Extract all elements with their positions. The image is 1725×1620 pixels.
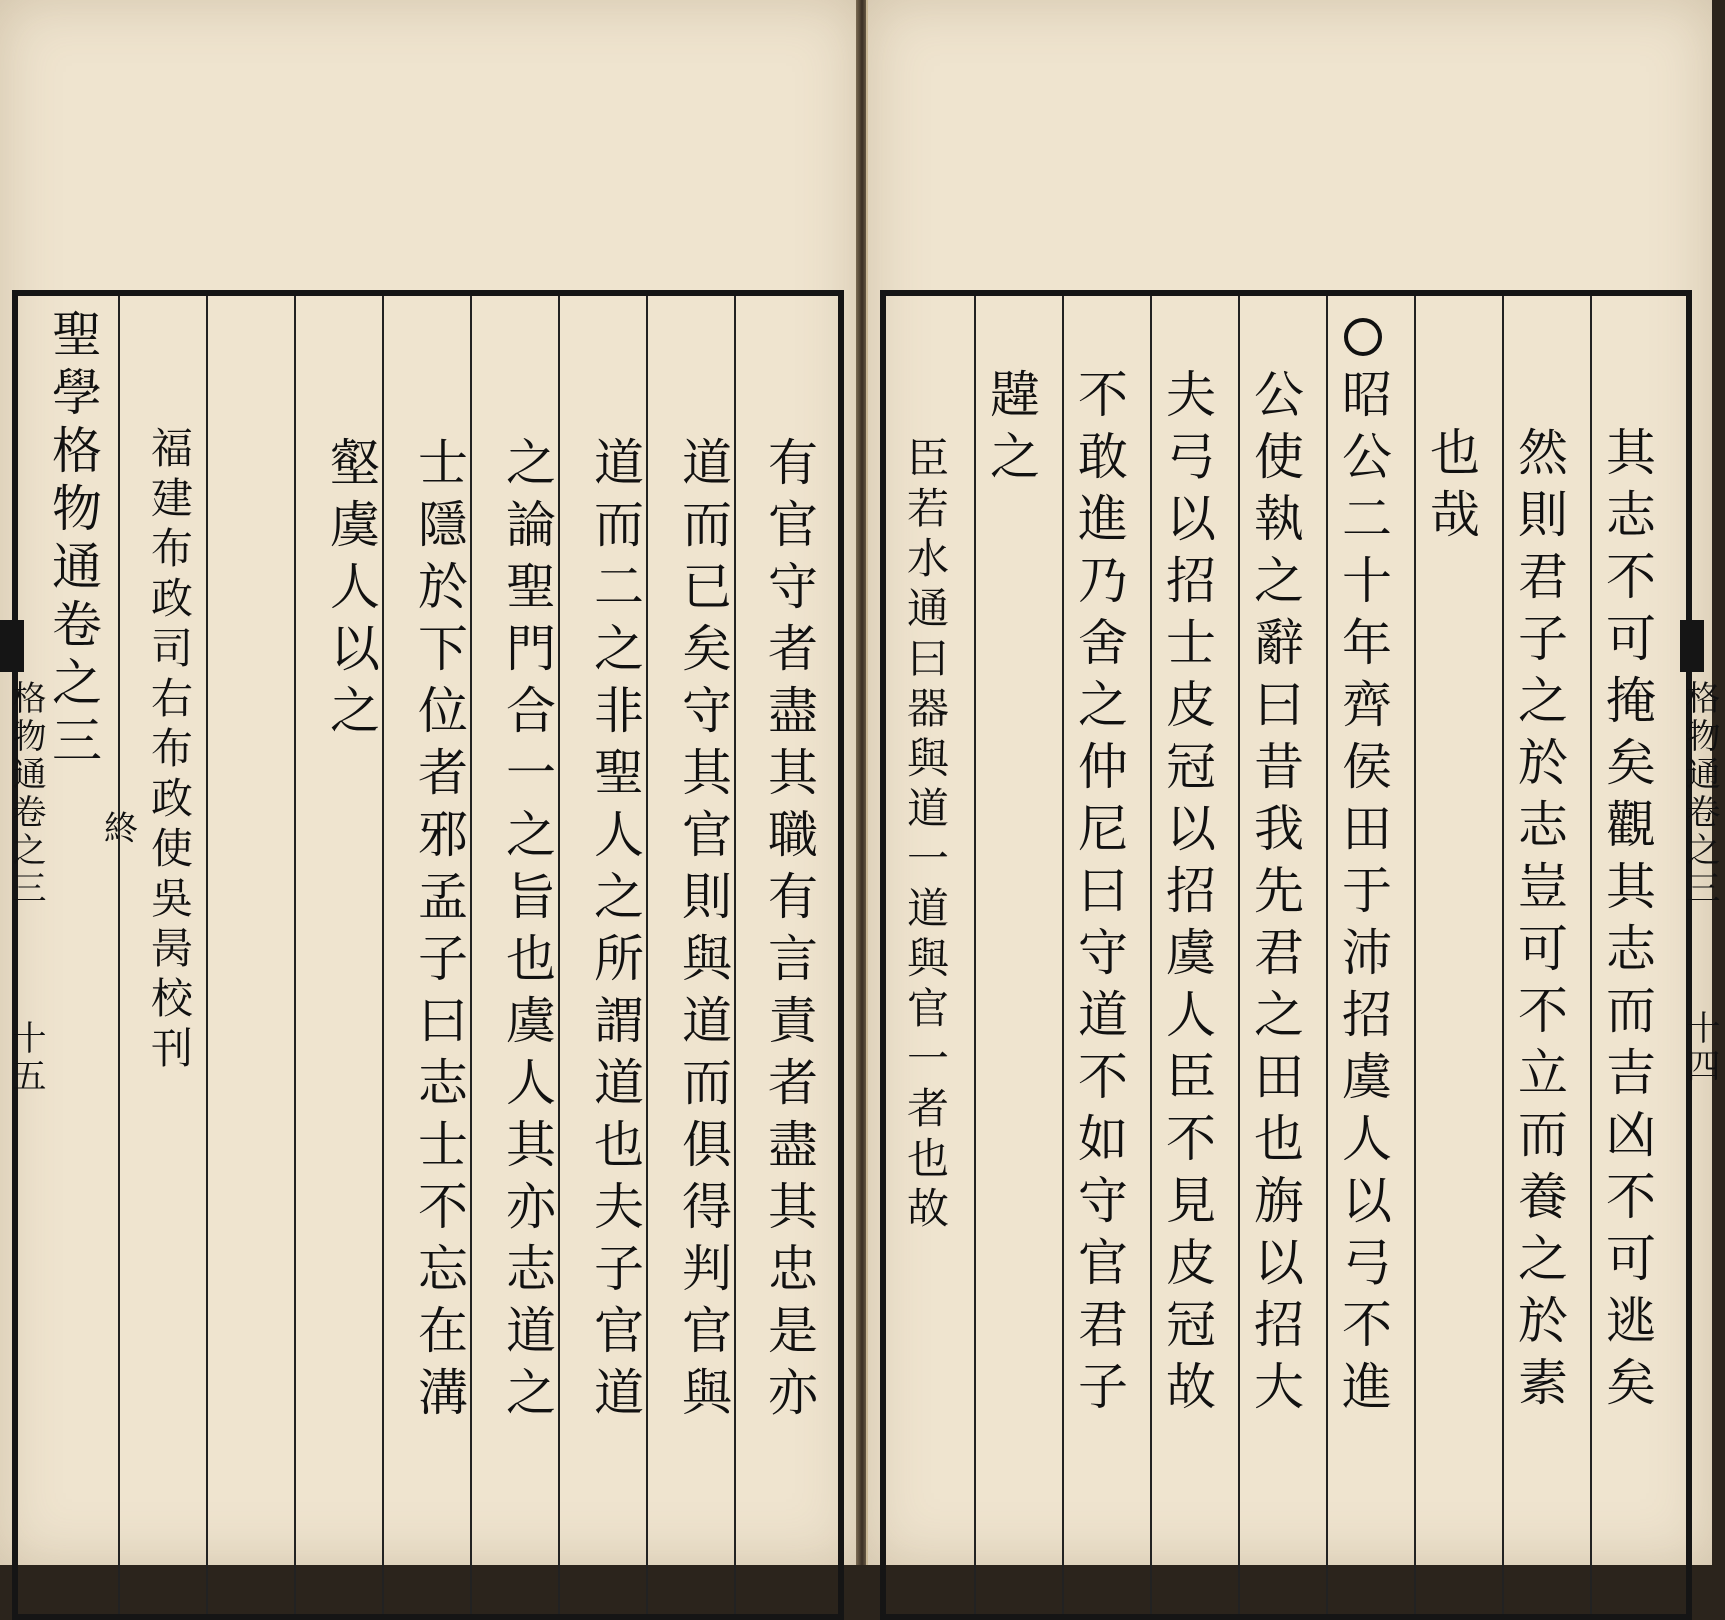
column-rule	[1062, 296, 1064, 1614]
column-rule	[294, 296, 296, 1614]
text-column: 韙之	[982, 368, 1040, 492]
margin-tab	[0, 620, 24, 672]
column-rule	[646, 296, 648, 1614]
margin-label: 格物通卷之三	[1680, 680, 1720, 908]
text-column: 有官守者盡其職有言責者盡其忠是亦	[760, 436, 818, 1428]
column-rule	[1590, 296, 1592, 1614]
folio-number: 十五	[6, 1020, 46, 1096]
column-rule	[1326, 296, 1328, 1614]
commentary-column: 臣若水通曰器與道一道與官一者也故	[901, 436, 950, 1236]
column-rule	[1150, 296, 1152, 1614]
colophon: 福建布政司右布政使吳昺校刊	[145, 426, 194, 1076]
column-rule	[974, 296, 976, 1614]
text-column-with-circle	[1334, 318, 1392, 1422]
left-text-frame	[12, 290, 844, 1620]
text-column: 然則君子之於志豈可不立而養之於素	[1510, 426, 1568, 1418]
text-column: 士隱於下位者邪孟子曰志士不忘在溝	[410, 436, 468, 1428]
column-rule	[558, 296, 560, 1614]
margin-tab	[1680, 620, 1704, 672]
column-rule	[382, 296, 384, 1614]
section-circle-icon	[1344, 318, 1382, 356]
column-rule	[1502, 296, 1504, 1614]
text-column: 不敢進乃舍之仲尼曰守道不如守官君子	[1070, 368, 1128, 1422]
text-column: 公使執之辭曰昔我先君之田也旃以招大	[1246, 368, 1304, 1422]
text-column: 之論聖門合一之旨也虞人其亦志道之	[498, 436, 556, 1428]
volume-title: 聖學格物通卷之三	[44, 308, 102, 772]
right-text-frame	[880, 290, 1692, 1620]
text-column: 夫弓以招士皮冠以招虞人臣不見皮冠故	[1158, 368, 1216, 1422]
left-page	[0, 0, 860, 1565]
end-mark: 終	[104, 809, 138, 849]
text-column: 道而已矣守其官則與道而俱得判官與	[674, 436, 732, 1428]
text-column: 也哉	[1422, 426, 1480, 550]
folio-number: 十四	[1680, 1010, 1720, 1086]
text-column: 其志不可掩矣觀其志而吉凶不可逃矣	[1598, 426, 1656, 1418]
column-rule	[206, 296, 208, 1614]
column-rule	[1238, 296, 1240, 1614]
column-rule	[1414, 296, 1416, 1614]
text-column: 昭公二十年齊侯田于沛招虞人以弓不進	[1334, 368, 1392, 1422]
text-column: 壑虞人以之	[322, 436, 380, 746]
column-rule	[470, 296, 472, 1614]
margin-label: 格物通卷之三	[6, 680, 46, 908]
column-rule	[734, 296, 736, 1614]
text-column: 道而二之非聖人之所謂道也夫子官道	[586, 436, 644, 1428]
column-rule	[118, 296, 120, 1614]
